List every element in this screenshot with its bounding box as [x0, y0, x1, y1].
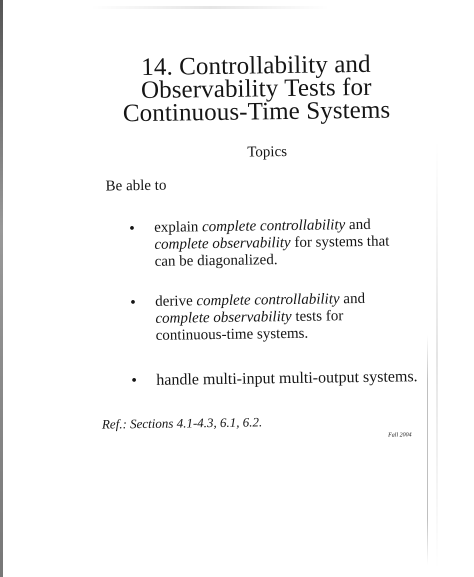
title-line: Observability Tests for: [140, 73, 372, 105]
bullet-line: continuous-time systems.: [155, 325, 309, 344]
page-title: [121, 50, 392, 128]
bullet-text: [156, 368, 418, 389]
bullet-line: derive complete controllability and: [155, 290, 366, 310]
bullet-line: can be diagonalized.: [154, 252, 278, 270]
title-line: 14. Controllability and: [141, 50, 371, 82]
bullet-dot-icon: •: [131, 372, 138, 390]
footer-date: Fall 2004: [388, 432, 412, 439]
intro-text: Be able to: [105, 177, 167, 195]
section-subtitle: Topics: [247, 144, 288, 161]
bullet-line: handle multi-input multi-output systems.: [156, 368, 418, 389]
bullet-text: [155, 291, 366, 345]
bullet-dot-icon: •: [129, 220, 135, 238]
bullet-line: explain complete controllability and: [154, 216, 371, 236]
bullet-text: [154, 217, 390, 271]
bullet-line: complete observability tests for: [155, 308, 344, 327]
bullet-line: complete observability for systems that: [154, 233, 390, 253]
reference-text: Ref.: Sections 4.1-4.3, 6.1, 6.2.: [101, 414, 263, 432]
title-line: Continuous-Time Systems: [122, 96, 391, 128]
bullet-dot-icon: •: [130, 294, 136, 312]
